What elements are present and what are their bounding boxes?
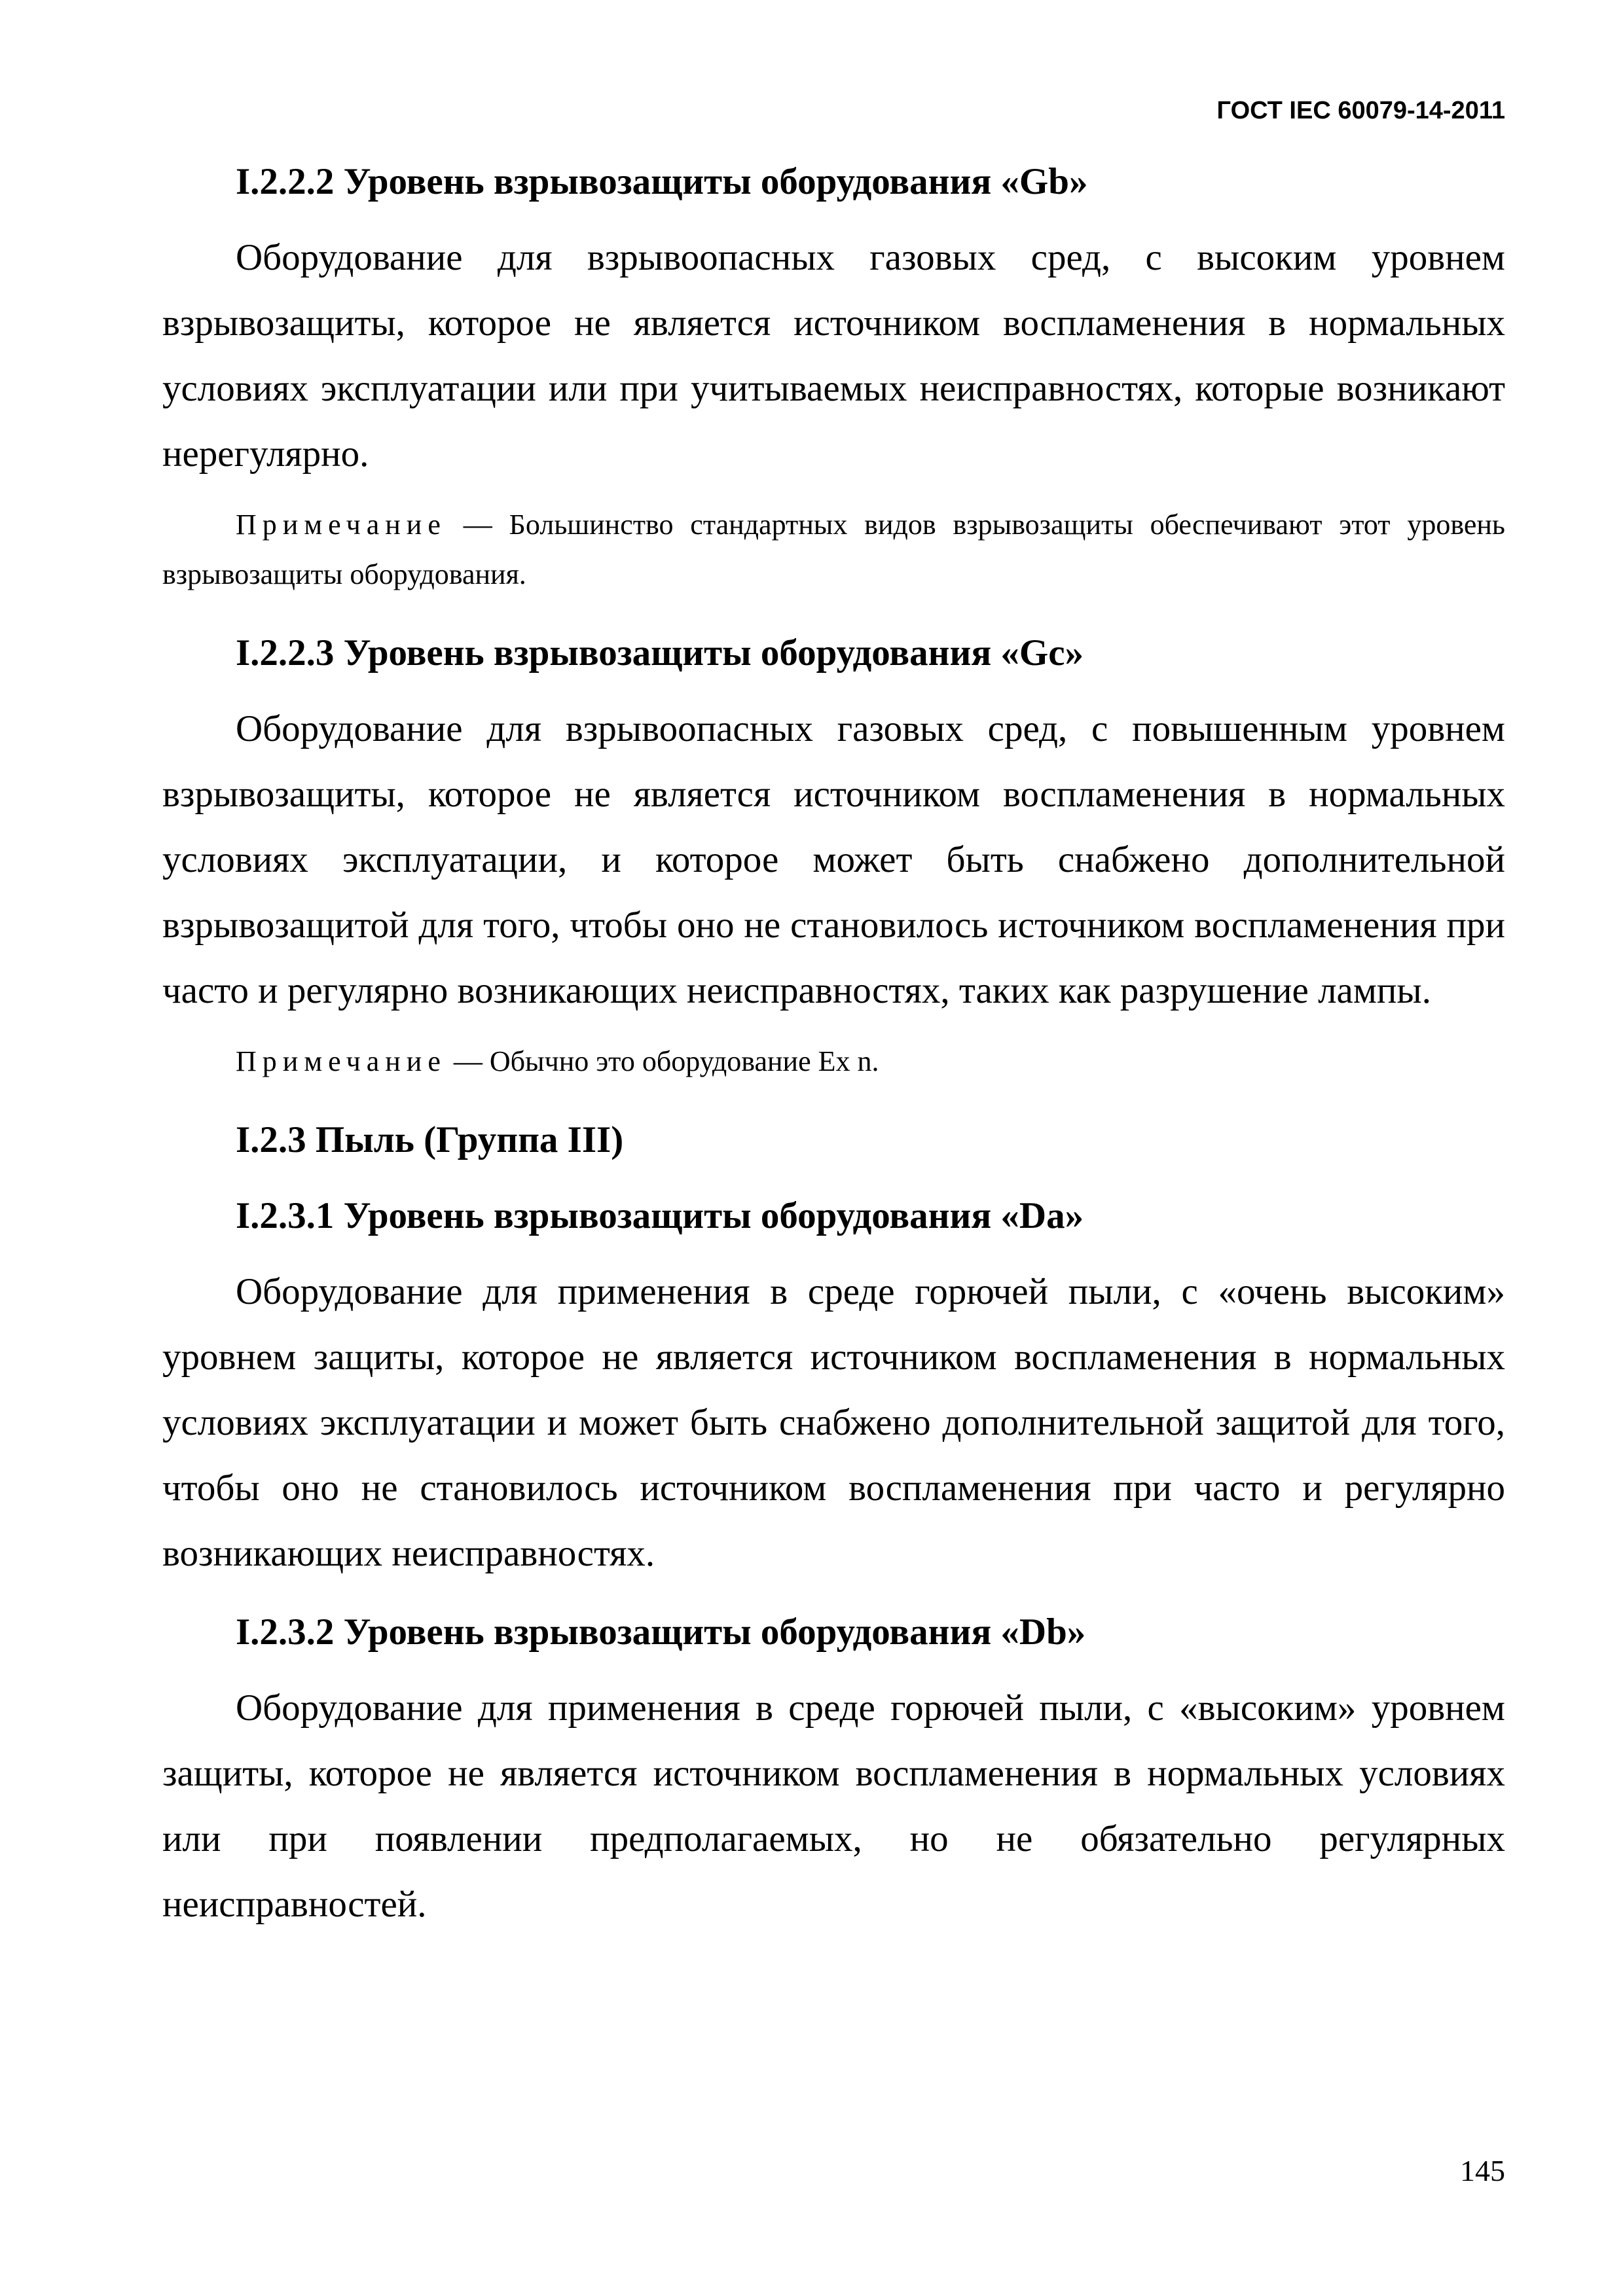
- note-dash: —: [446, 1045, 490, 1077]
- note-text: Обычно это оборудование Ex n.: [489, 1045, 879, 1077]
- section-heading-db: I.2.3.2 Уровень взрывозащиты оборудования «Db»: [236, 1611, 1086, 1653]
- section-heading-da: I.2.3.1 Уровень взрывозащиты оборудования «Da»: [236, 1195, 1084, 1236]
- page-number: 145: [1460, 2154, 1505, 2187]
- note-gb: [162, 500, 1505, 600]
- section-heading-dust: I.2.3 Пыль (Группа III): [236, 1119, 624, 1160]
- note-gc: [162, 1037, 1505, 1086]
- note-dash: —: [446, 509, 509, 541]
- section-heading-gc: I.2.2.3 Уровень взрывозащиты оборудования «Gc»: [236, 632, 1084, 673]
- document-code-header: ГОСТ IEC 60079-14-2011: [1216, 97, 1505, 124]
- note-label: Примечание: [236, 509, 447, 541]
- paragraph-gc: Оборудование для взрывоопасных газовых сред, с повышенным уровнем взрывозащиты, которое не является источником воспламенения в нормальных условиях эксплуатации, и которое может быть снабжено дополнительной взрывозащитой для того, чтобы оно не становилось источником воспламенения при часто и регулярно возникающих неисправностях, таких как разрушение лампы.: [162, 708, 1505, 1011]
- note-label: Примечание: [236, 1045, 447, 1077]
- section-heading-gb: I.2.2.2 Уровень взрывозащиты оборудования «Gb»: [236, 161, 1088, 202]
- note-text: Большинство стандартных видов взрывозащиты обеспечивают этот уровень взрывозащиты оборудования.: [162, 509, 1505, 590]
- paragraph-db: Оборудование для применения в среде горючей пыли, с «высоким» уровнем защиты, которое не является источником воспламенения в нормальных условиях или при появлении предполагаемых, но не обязательно регулярных неисправностей.: [162, 1687, 1505, 1925]
- paragraph-gb: Оборудование для взрывоопасных газовых сред, с высоким уровнем взрывозащиты, которое не является источником воспламенения в нормальных условиях эксплуатации или при учитываемых неисправностях, которые возникают нерегулярно.: [162, 237, 1505, 475]
- page-content: [162, 144, 1505, 1950]
- paragraph-da: Оборудование для применения в среде горючей пыли, с «очень высоким» уровнем защиты, которое не является источником воспламенения в нормальных условиях эксплуатации и может быть снабжено дополнительной защитой для того, чтобы оно не становилось источником воспламенения при часто и регулярно возникающих неисправностях.: [162, 1271, 1505, 1574]
